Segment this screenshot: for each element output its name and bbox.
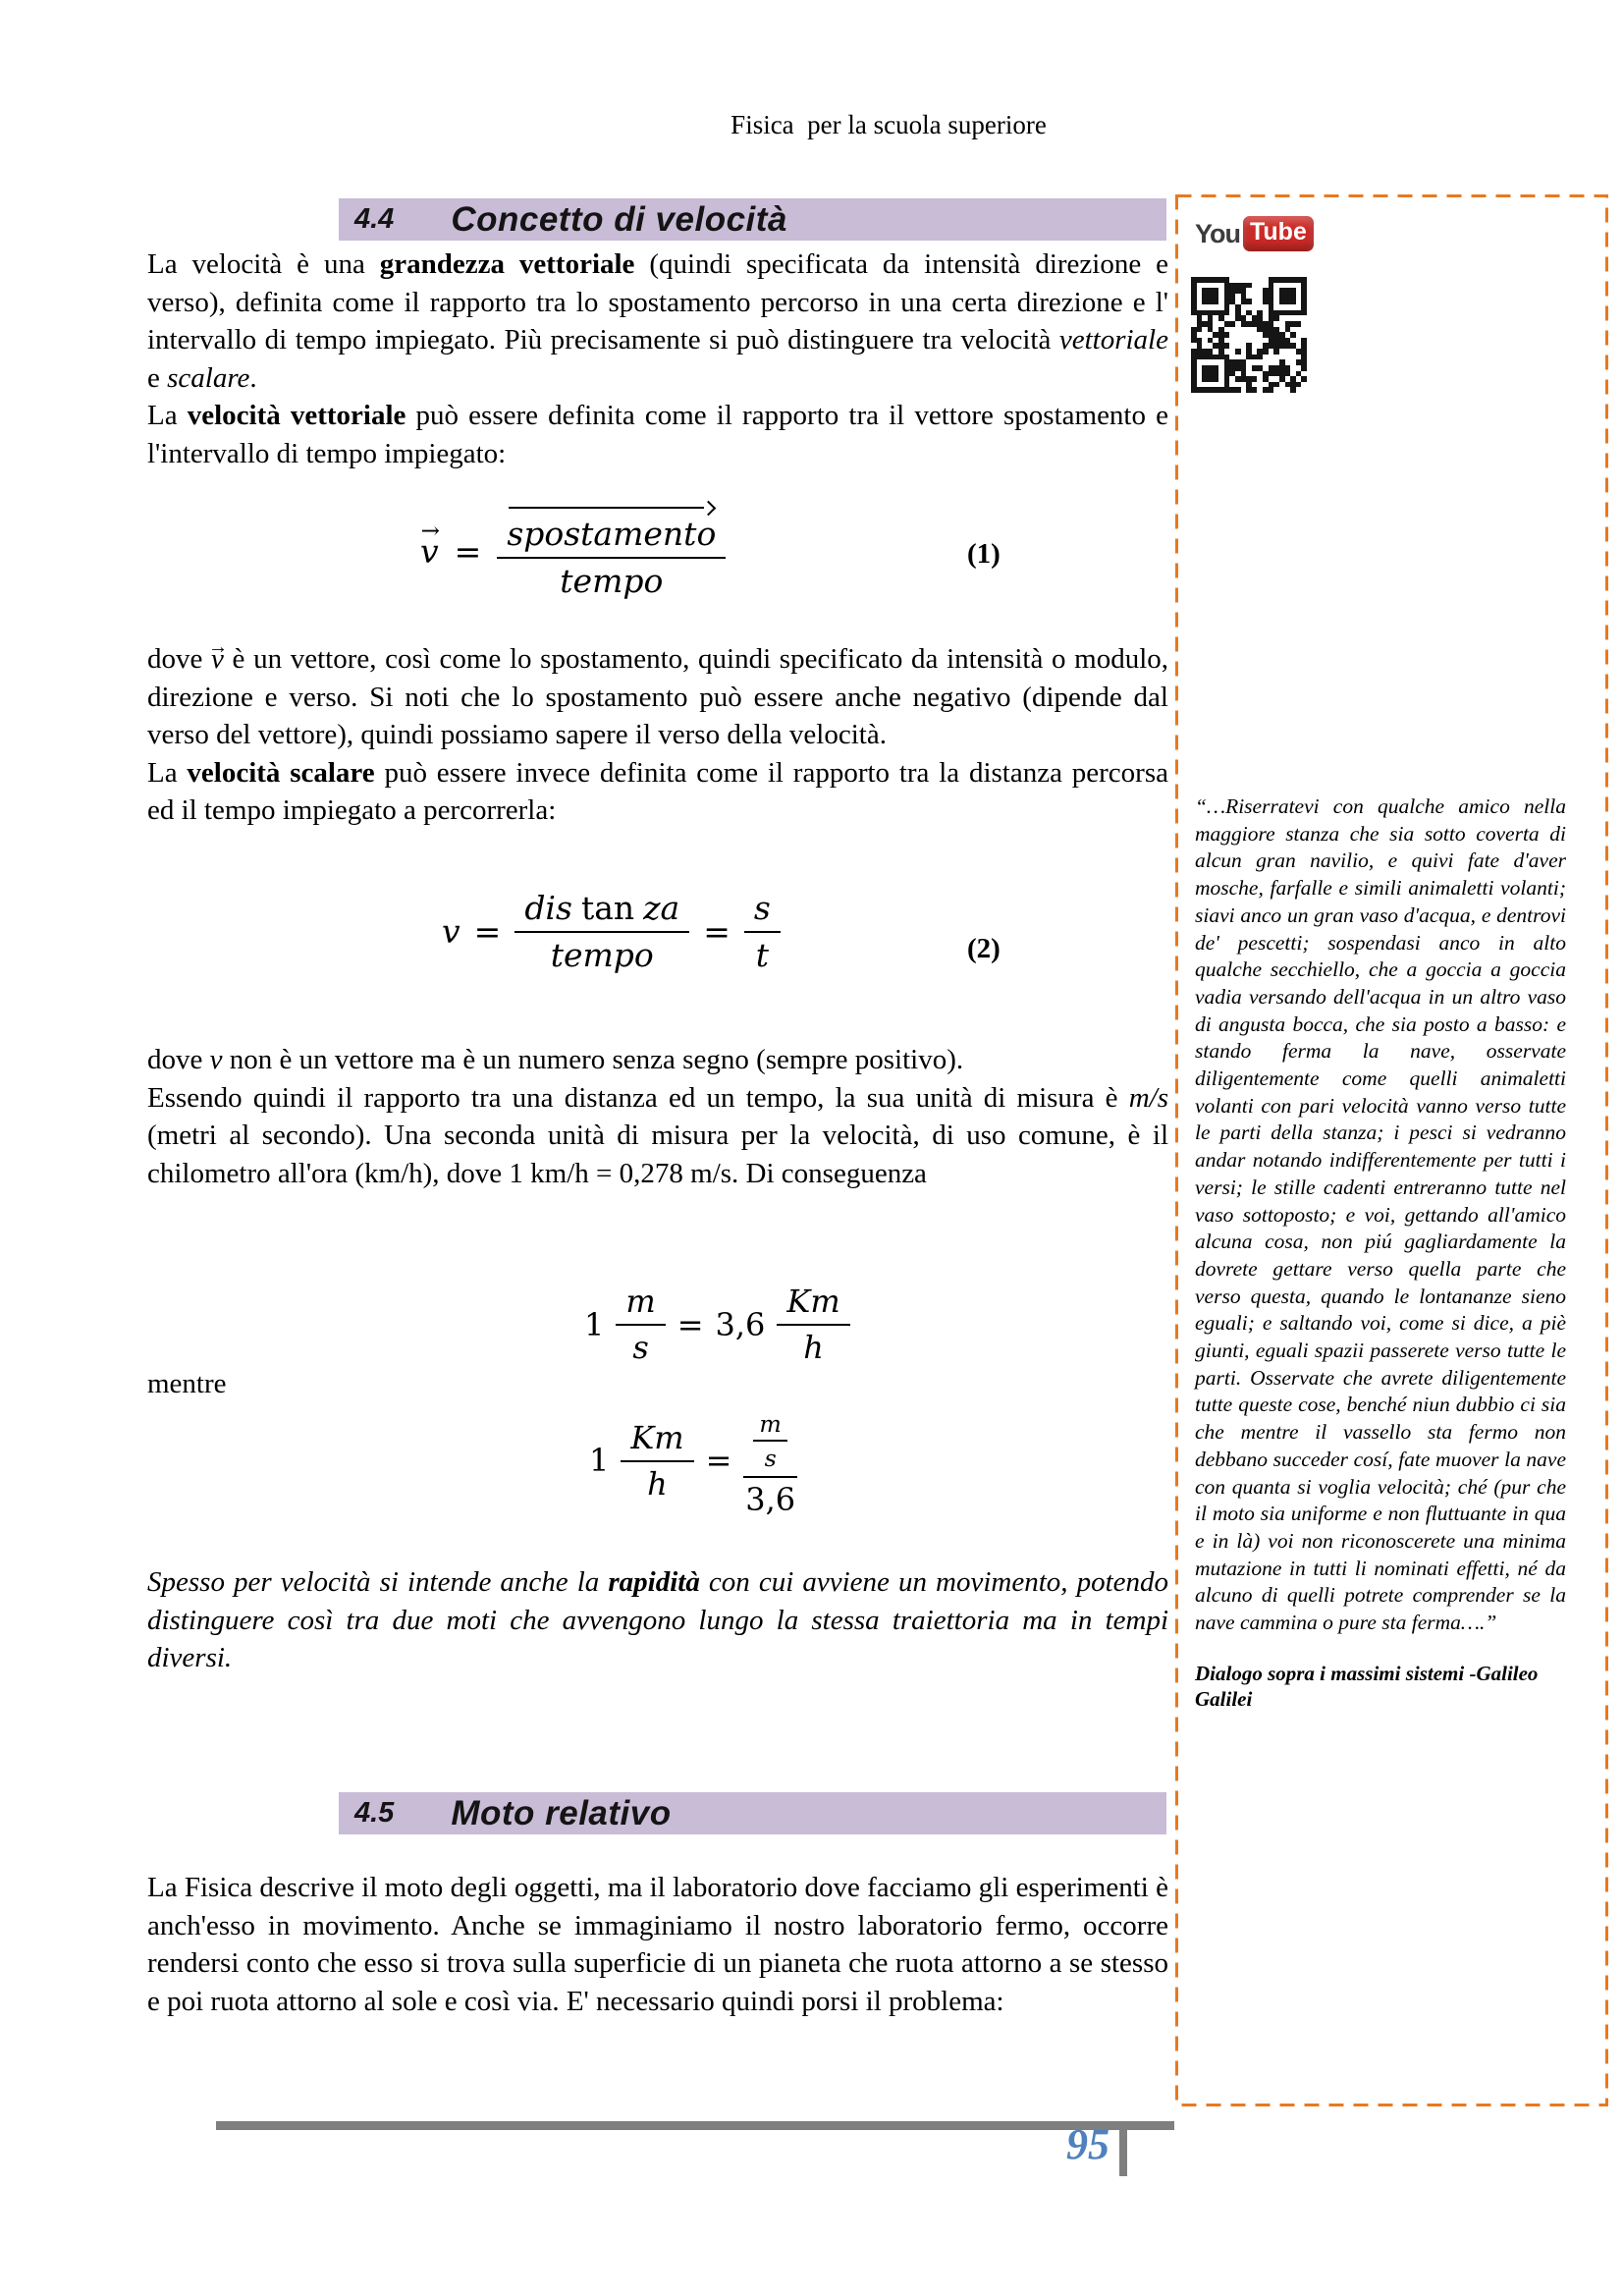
denominator-tempo: tempo — [550, 936, 654, 974]
equals-sign: = — [676, 1305, 704, 1343]
footer-rule-vertical — [1119, 2121, 1127, 2176]
galileo-quote: “…Riserratevi con qualche amico nella maggiore stanza che sia sotto coverta di alcun gran navilio, e quivi fate d'aver mosche, farfalle e simili animaletti volanti; siavi anco un gran vaso d'acqua, e dentrovi de' pescetti; sospendasi anco in alto qualche secchiello, che a goccia a goccia vadia versando dell'acqua in un altro vaso di angusta bocca, che sia posto a basso: e stando ferma la nave, osservate diligentemente come quelli animaletti volanti con pari velocità vanno verso tutte le parti della stanza; i pesci si vedranno andar notando indifferentemente per tutti i versi; le stille cadenti entreranno tutte nel vaso sottoposto; e voi, gettando all'amico alcuna cosa, non piú gagliardamente la dovrete gettare verso quella parte che verso questa, quando le lontananze sieno eguali; e saltando voi, come si dice, a piè giunti, eguali spazii passerete verso tutte le parti. Osservate che avrete diligentemente tutte queste cose, benché niun dubbio ci sia che mentre il vassello sta fermo non debbano succeder cosí, fate muover la nave con quanta si voglia velocità; ché (pur che il moto sia uniforme e non fluttuante in qua e in là) voi non riconoscerete una minima mutazione in tutti li nominati effetti, né da alcuno di quelli potrete comprender se la nave cammina o pure sta ferma….” — [1195, 794, 1566, 1635]
denominator-h: h — [803, 1329, 824, 1366]
qr-code-pattern — [1191, 277, 1307, 393]
denominator-t: t — [755, 936, 769, 974]
denominator-tempo: tempo — [560, 562, 664, 600]
coefficient-1: 1 — [589, 1442, 610, 1479]
numerator-km: Km — [621, 1419, 693, 1462]
numerator-km: Km — [777, 1283, 849, 1326]
equation-2-number: (2) — [967, 933, 1001, 964]
denominator-h: h — [647, 1464, 668, 1503]
denominator-3-6: 3,6 — [745, 1481, 796, 1518]
paragraph-velocita-scalare: La velocità scalare può essere invece definita come il rapporto tra la distanza percorsa ed il tempo impiegato a percorrerla: — [147, 756, 1168, 827]
paragraph-dove-v-vettore: dove v → è un vettore, così come lo spostamento, quindi specificato da intensità o modulo, direzione e verso. Si noti che lo spostamento può essere anche negativo (dipende dal verso del vettore), quindi possiamo sapere il verso della velocità. — [147, 640, 1168, 754]
numerator-m: m — [753, 1410, 786, 1442]
equals-sign: = — [703, 912, 730, 951]
coefficient-1: 1 — [584, 1305, 605, 1343]
qr-code — [1191, 277, 1307, 393]
section-title-4-5: Moto relativo — [451, 1793, 672, 1832]
youtube-logo-you: You — [1195, 218, 1240, 248]
page-number: 95 — [1066, 2120, 1109, 2168]
equals-sign: = — [473, 912, 502, 951]
fraction-s-t — [744, 889, 781, 974]
section-number-4-4: 4.4 — [354, 203, 395, 235]
paragraph-numero-senza-segno: dove v non è un vettore ma è un numero senza segno (sempre positivo). — [147, 1044, 964, 1075]
paragraph-moto-relativo-intro — [147, 1869, 1168, 2020]
paragraph-rapidita — [147, 1563, 1168, 1677]
numerator-m: m — [616, 1283, 665, 1326]
word-mentre: mentre — [147, 1368, 227, 1399]
coefficient-3-6: 3,6 — [715, 1305, 766, 1343]
paragraph-fisica-descrive: La Fisica descrive il moto degli oggetti, ma il laboratorio dove facciamo gli esperimenti è anch'esso in movimento. Anche se immaginiamo il nostro laboratorio fermo, occorre rendersi conto che esso si trova sulla superficie di un pianeta che ruota attorno a se stesso e poi ruota attorno al sole e così via. E' necessario quindi porsi il problema: — [147, 1872, 1168, 2017]
numerator-za: za — [643, 889, 680, 927]
section-heading-4-4 — [339, 198, 1166, 241]
equation-kmh-to-ms — [589, 1402, 797, 1518]
numerator-s: s — [744, 889, 781, 933]
paragraph-unita-di-misura — [147, 1041, 1168, 1192]
equals-sign: = — [454, 532, 482, 571]
equation-ms-to-kmh — [584, 1283, 850, 1366]
equation-velocita-scalare — [442, 889, 781, 974]
youtube-logo[interactable] — [1195, 216, 1314, 251]
fraction-km-h — [777, 1283, 849, 1366]
fraction-spostamento-tempo — [497, 503, 726, 600]
section-heading-4-5 — [339, 1792, 1166, 1834]
fraction-nested — [743, 1402, 796, 1518]
fraction-m-s-small — [753, 1410, 786, 1472]
sidebar-text — [1195, 793, 1566, 1712]
equation-velocita-vettoriale — [420, 503, 726, 600]
fraction-distanza-tempo — [514, 889, 689, 974]
paragraph-metri-al-secondo: Essendo quindi il rapporto tra una distanza ed un tempo, la sua unità di misura è m/s (metri al secondo). Una seconda unità di misura per la velocità, di uso comune, è il chilometro all'ora (km/h), dove 1 km/h = 0,278 m/s. Di conseguenza — [147, 1081, 1168, 1189]
paragraph-grandezza-vettoriale: La velocità è una grandezza vettoriale (quindi specificata da intensità direzione e verso), definita come il rapporto tra lo spostamento percorso in una certa direzione e l' intervallo di tempo impiegato. Più precisamente si può distinguere tra velocità vettoriale e scalare. — [147, 248, 1168, 394]
paragraph-velocita-vettoriale: La velocità vettoriale può essere definita come il rapporto tra il vettore spostamento e l'intervallo di tempo impiegato: — [147, 400, 1168, 469]
youtube-logo-tube: Tube — [1243, 216, 1314, 251]
equals-sign: = — [705, 1442, 732, 1479]
numerator-tan: tan — [580, 889, 635, 927]
denominator-s: s — [764, 1445, 777, 1472]
scalar-v-symbol: v — [442, 912, 460, 951]
quote-attribution: Dialogo sopra i massimi sistemi -Galileo Galilei — [1195, 1661, 1539, 1711]
running-header: Fisica per la scuola superiore — [730, 110, 1047, 139]
vector-v-symbol: v → — [420, 532, 439, 571]
vector-spostamento: spostamento — [507, 503, 716, 553]
numerator-dis: dis — [524, 889, 572, 927]
paragraph-rapidita-text: Spesso per velocità si intende anche la rapidità con cui avviene un movimento, potendo distinguere così tra due moti che avvengono lungo la stessa traiettoria ma in tempi diversi. — [147, 1566, 1168, 1674]
fraction-m-s — [616, 1283, 665, 1366]
denominator-s: s — [632, 1329, 649, 1366]
fraction-km-h — [621, 1419, 693, 1503]
sidebar-note — [1175, 194, 1608, 2106]
paragraph-velocita-intro — [147, 246, 1168, 473]
paragraph-vettore-spiegazione — [147, 640, 1168, 830]
section-title-4-4: Concetto di velocità — [451, 199, 787, 239]
equation-1-number: (1) — [967, 538, 1001, 570]
section-number-4-5: 4.5 — [354, 1797, 395, 1829]
